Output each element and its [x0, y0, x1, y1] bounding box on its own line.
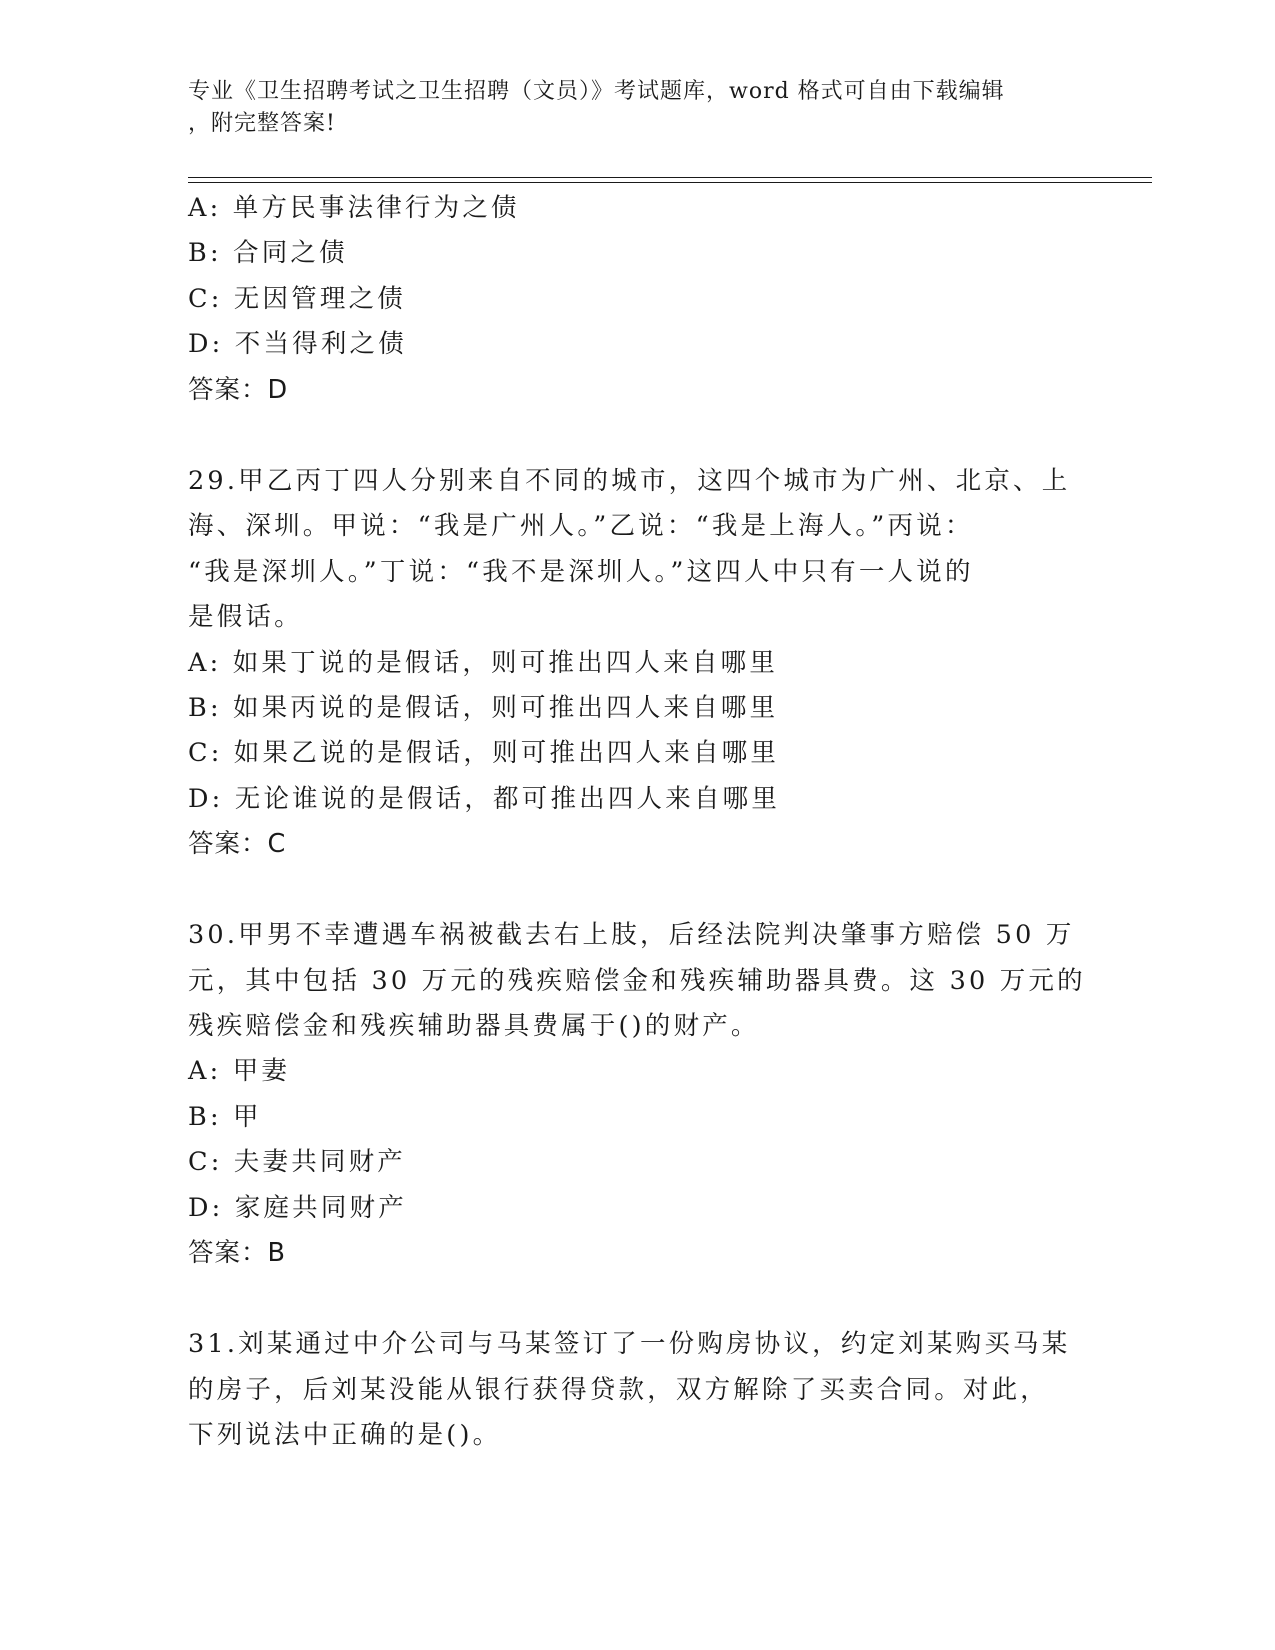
option-b: B: 如果丙说的是假话，则可推出四人来自哪里 [188, 693, 779, 723]
answer: 答案：C [188, 829, 287, 859]
option-a: A: 甲妻 [188, 1056, 291, 1086]
answer: 答案：B [188, 1238, 286, 1268]
question-stem-line: 31.刘某通过中介公司与马某签订了一份购房协议，约定刘某购买马某 [188, 1329, 1071, 1359]
option-a: A: 单方民事法律行为之债 [188, 193, 520, 223]
question-stem-line: “我是深圳人。”丁说：“我不是深圳人。”这四人中只有一人说的 [188, 557, 974, 587]
option-d: D: 不当得利之债 [188, 329, 407, 359]
header-line-2: ，附完整答案! [188, 111, 336, 136]
option-c: C: 夫妻共同财产 [188, 1147, 407, 1177]
header-rule-bottom [188, 182, 1152, 183]
header-rule-top [188, 177, 1152, 178]
question-stem-line: 29.甲乙丙丁四人分别来自不同的城市，这四个城市为广州、北京、上 [188, 466, 1071, 496]
question-stem-line: 30.甲男不幸遭遇车祸被截去右上肢，后经法院判决肇事方赔偿 50 万 [188, 920, 1075, 950]
option-b: B: 合同之债 [188, 238, 348, 268]
question-stem-line: 残疾赔偿金和残疾辅助器具费属于()的财产。 [188, 1011, 760, 1041]
header-line-1: 专业《卫生招聘考试之卫生招聘（文员）》考试题库，word 格式可自由下载编辑 [188, 79, 1005, 104]
option-b: B: 甲 [188, 1102, 262, 1132]
question-stem-line: 下列说法中正确的是()。 [188, 1420, 502, 1450]
question-stem-line: 海、深圳。甲说：“我是广州人。”乙说：“我是上海人。”丙说： [188, 511, 974, 541]
option-d: D: 无论谁说的是假话，都可推出四人来自哪里 [188, 784, 781, 814]
option-d: D: 家庭共同财产 [188, 1193, 407, 1223]
question-stem-line: 是假话。 [188, 602, 303, 632]
answer: 答案：D [188, 375, 289, 405]
option-a: A: 如果丁说的是假话，则可推出四人来自哪里 [188, 648, 779, 678]
document-header [188, 76, 1088, 140]
option-c: C: 如果乙说的是假话，则可推出四人来自哪里 [188, 738, 780, 768]
question-stem-line: 的房子，后刘某没能从银行获得贷款，双方解除了买卖合同。对此， [188, 1375, 1050, 1405]
question-stem-line: 元，其中包括 30 万元的残疾赔偿金和残疾辅助器具费。这 30 万元的 [188, 966, 1086, 996]
option-c: C: 无因管理之债 [188, 284, 407, 314]
